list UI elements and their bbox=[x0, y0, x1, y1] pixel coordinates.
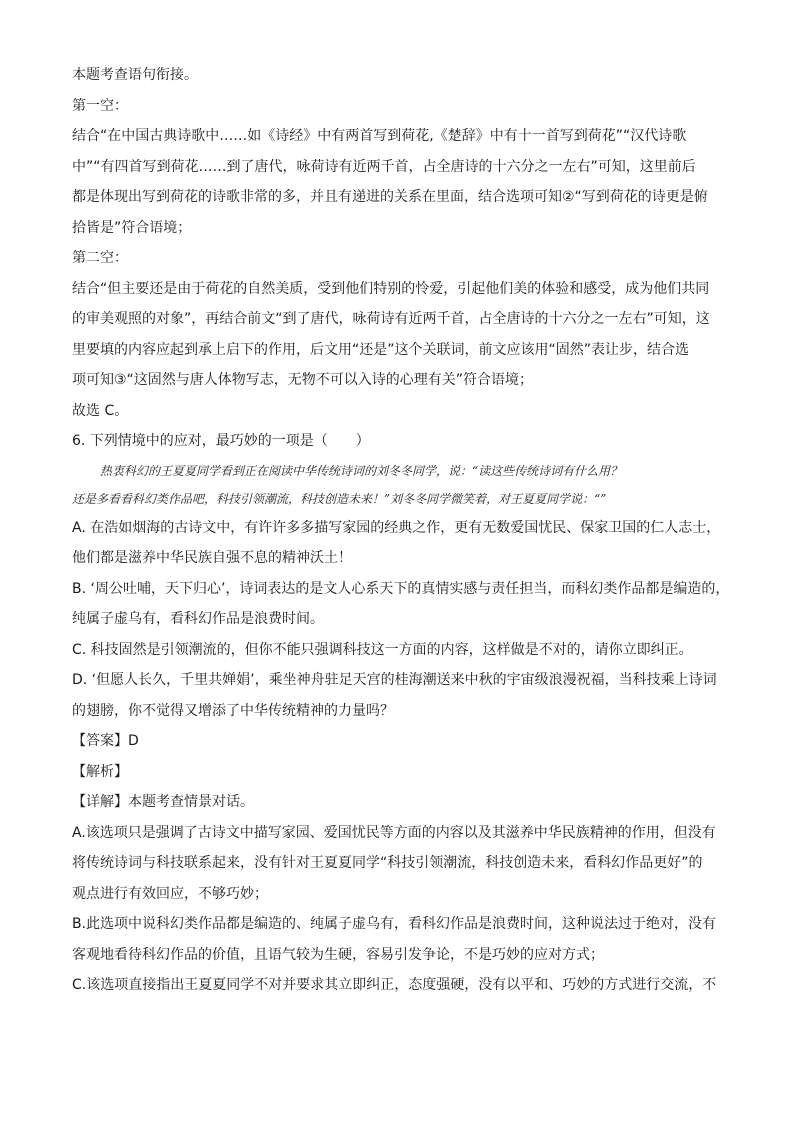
analysis-label: 【解析】 bbox=[72, 763, 128, 780]
blank1-line: 中”“有四首写到荷花……到了唐代，咏荷诗有近两千首，占全唐诗的十六分之一左右”可知，这里前后 bbox=[72, 158, 696, 175]
question-passage-line: 热衷科幻的王夏夏同学看到正在阅读中华传统诗词的刘冬冬同学，说：“读这些传统诗词有什么用？ bbox=[100, 463, 623, 478]
answer-line bbox=[72, 726, 732, 757]
detail-text: 本题考查情景对话。 bbox=[128, 794, 254, 810]
analysis-b-line: 客观地看待科幻作品的价值，且语气较为生硬，容易引发争论，不是巧妙的应对方式； bbox=[72, 946, 604, 963]
detail-label: 【详解】 bbox=[72, 794, 128, 810]
blank2-line: 里要填的内容应起到承上启下的作用，后文用“还是”这个关联词，前文应该用“固然”表让步，结合选 bbox=[72, 341, 690, 358]
answer-label: 【答案】 bbox=[72, 733, 128, 749]
blank2-line: 项可知③“这固然与唐人体物写志，无物不可以入诗的心理有关”符合语境； bbox=[72, 372, 534, 388]
conclusion-line: 故选 C。 bbox=[72, 402, 129, 419]
analysis-b-line: B.此选项中说科幻类作品都是编造的、纯属子虚乌有，看科幻作品是浪费时间，这种说法过于绝对，没有 bbox=[72, 916, 717, 932]
option-d-line: 的翅膀，你不觉得又增添了中华传统精神的力量吗？ bbox=[72, 702, 394, 719]
blank2-line: 的审美观照的对象”，再结合前文“到了唐代，咏荷诗有近两千首，占全唐诗的十六分之一左右”可知，这 bbox=[72, 311, 710, 327]
question-stem: 6. 下列情境中的应对，最巧妙的一项是（ ） bbox=[72, 433, 370, 449]
analysis-a-line: 将传统诗词与科技联系起来，没有针对王夏夏同学“科技引领潮流，科技创造未来，看科幻作品更好”的 bbox=[72, 855, 703, 871]
answer-value: D bbox=[128, 733, 139, 749]
analysis-a-line: 观点进行有效回应，不够巧妙； bbox=[72, 885, 268, 902]
option-b-line: B. ‘周公吐哺，天下归心’，诗词表达的是文人心系天下的真情实感与责任担当，而科幻类作品都是编造的， bbox=[72, 580, 730, 597]
blank1-line: 拾皆是”符合语境； bbox=[72, 219, 192, 236]
option-c-line: C. 科技固然是引领潮流的，但你不能只强调科技这一方面的内容，这样做是不对的，请你立即纠正。 bbox=[72, 641, 693, 658]
option-b-line: 纯属子虚乌有，看科幻作品是浪费时间。 bbox=[72, 611, 324, 627]
blank1-line: 都是体现出写到荷花的诗歌非常的多，并且有递进的关系在里面，结合选项可知②“写到荷花的诗更是俯 bbox=[72, 189, 708, 205]
option-a-line: A. 在浩如烟海的古诗文中，有许许多多描写家园的经典之作，更有无数爱国忧民、保家卫国的仁人志士， bbox=[72, 519, 721, 536]
analysis-a-line: A.该选项只是强调了古诗文中描写家园、爱国忧民等方面的内容以及其滋养中华民族精神的作用，但没有 bbox=[72, 824, 716, 841]
analysis-c-line: C.该选项直接指出王夏夏同学不对并要求其立即纠正，态度强硬，没有以平和、巧妙的方式进行交流，不 bbox=[72, 977, 717, 993]
option-a-line: 他们都是滋养中华民族自强不息的精神沃土！ bbox=[72, 550, 352, 566]
option-d-line: D. ‘但愿人长久，千里共婵娟’，乘坐神舟驻足天宫的桂海潮送来中秋的宇宙级浪漫祝福，当科技乘上诗词 bbox=[72, 672, 717, 688]
detail-line bbox=[72, 787, 732, 818]
blank2-heading: 第二空： bbox=[72, 250, 128, 266]
intro-line: 本题考查语句衔接。 bbox=[72, 67, 198, 83]
blank1-heading: 第一空： bbox=[72, 97, 128, 114]
question-passage-line: 还是多看看科幻类作品吧，科技引领潮流，科技创造未来！”刘冬冬同学微笑着，对王夏夏同学说：“” bbox=[72, 491, 607, 506]
blank1-line: 结合“在中国古典诗歌中……如《诗经》中有两首写到荷花,《楚辞》中有十一首写到荷花”“汉代诗歌 bbox=[72, 128, 687, 144]
blank2-line: 结合“但主要还是由于荷花的自然美质，受到他们特别的怜爱，引起他们美的体验和感受，成为他们共同 bbox=[72, 280, 710, 297]
document-page bbox=[72, 60, 732, 1001]
